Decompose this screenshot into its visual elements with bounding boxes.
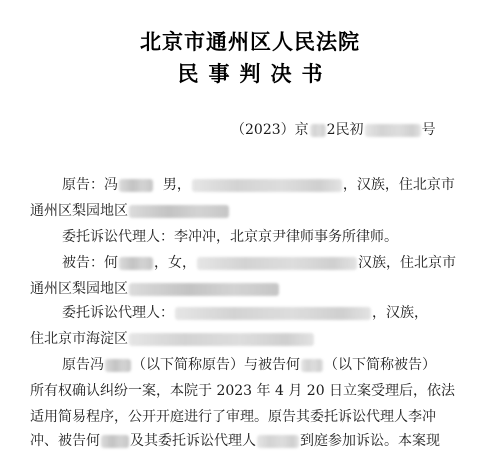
redacted-block bbox=[129, 283, 279, 296]
body-line-1 bbox=[62, 355, 436, 375]
redacted-block bbox=[310, 124, 326, 137]
body-text: 原告冯 bbox=[62, 357, 104, 373]
defendant-ethnicity: 汉族，住北京市 bbox=[358, 255, 456, 271]
defendant-agent-ethnicity: ，汉族， bbox=[372, 305, 428, 321]
case-number bbox=[231, 120, 436, 140]
redacted-block bbox=[129, 205, 229, 218]
defendant-agent-line bbox=[62, 303, 428, 323]
redacted-block bbox=[301, 359, 323, 372]
redacted-block bbox=[192, 179, 342, 192]
body-text: 及其委托诉讼代理人 bbox=[130, 433, 256, 449]
redacted-block bbox=[119, 257, 153, 270]
redacted-block bbox=[119, 179, 153, 192]
redacted-block bbox=[257, 435, 299, 448]
body-text: （以下简称原告）与被告何 bbox=[132, 357, 300, 373]
defendant-line bbox=[62, 253, 456, 273]
plaintiff-gender: 男， bbox=[162, 177, 191, 193]
plaintiff-ethnicity: ，汉族，住北京市 bbox=[342, 177, 455, 193]
defendant-address-line bbox=[30, 279, 280, 299]
redacted-block bbox=[197, 257, 357, 270]
defendant-agent-address: 住北京市海淀区 bbox=[30, 331, 128, 347]
redacted-block bbox=[175, 307, 371, 320]
body-text: 冲、被告何 bbox=[30, 433, 100, 449]
redacted-block bbox=[101, 435, 129, 448]
defendant-agent-prefix: 委托诉讼代理人： bbox=[62, 305, 174, 321]
case-number-year: （2023）京 bbox=[231, 122, 309, 138]
plaintiff-prefix: 原告：冯 bbox=[62, 177, 118, 193]
plaintiff-line bbox=[62, 175, 455, 195]
plaintiff-address: 通州区梨园地区 bbox=[30, 203, 128, 219]
case-number-mid: 2民初 bbox=[326, 122, 364, 138]
body-text: （以下简称被告） bbox=[324, 357, 436, 373]
redacted-block bbox=[105, 359, 131, 372]
body-line-3: 适用简易程序，公开开庭进行了审理。原告其委托诉讼代理人李冲 bbox=[30, 409, 436, 425]
body-text: 到庭参加诉讼。本案现 bbox=[300, 433, 440, 449]
body-line-2: 所有权确认纠纷一案，本院于 2023 年 4 月 20 日立案受理后，依法 bbox=[30, 383, 456, 399]
redacted-block bbox=[365, 124, 421, 137]
defendant-address: 通州区梨园地区 bbox=[30, 281, 128, 297]
plaintiff-agent-line: 委托诉讼代理人：李冲冲，北京京尹律师事务所律师。 bbox=[62, 229, 398, 245]
defendant-prefix: 被告：何 bbox=[62, 255, 118, 271]
defendant-gender: ，女， bbox=[154, 255, 196, 271]
document-type-title: 民事判决书 bbox=[177, 61, 333, 86]
body-line-4 bbox=[30, 431, 440, 451]
plaintiff-address-line bbox=[30, 201, 230, 221]
court-name: 北京市通州区人民法院 bbox=[140, 29, 360, 54]
case-number-suffix: 号 bbox=[421, 122, 436, 138]
defendant-agent-address-line bbox=[30, 329, 315, 349]
redacted-block bbox=[129, 333, 314, 346]
